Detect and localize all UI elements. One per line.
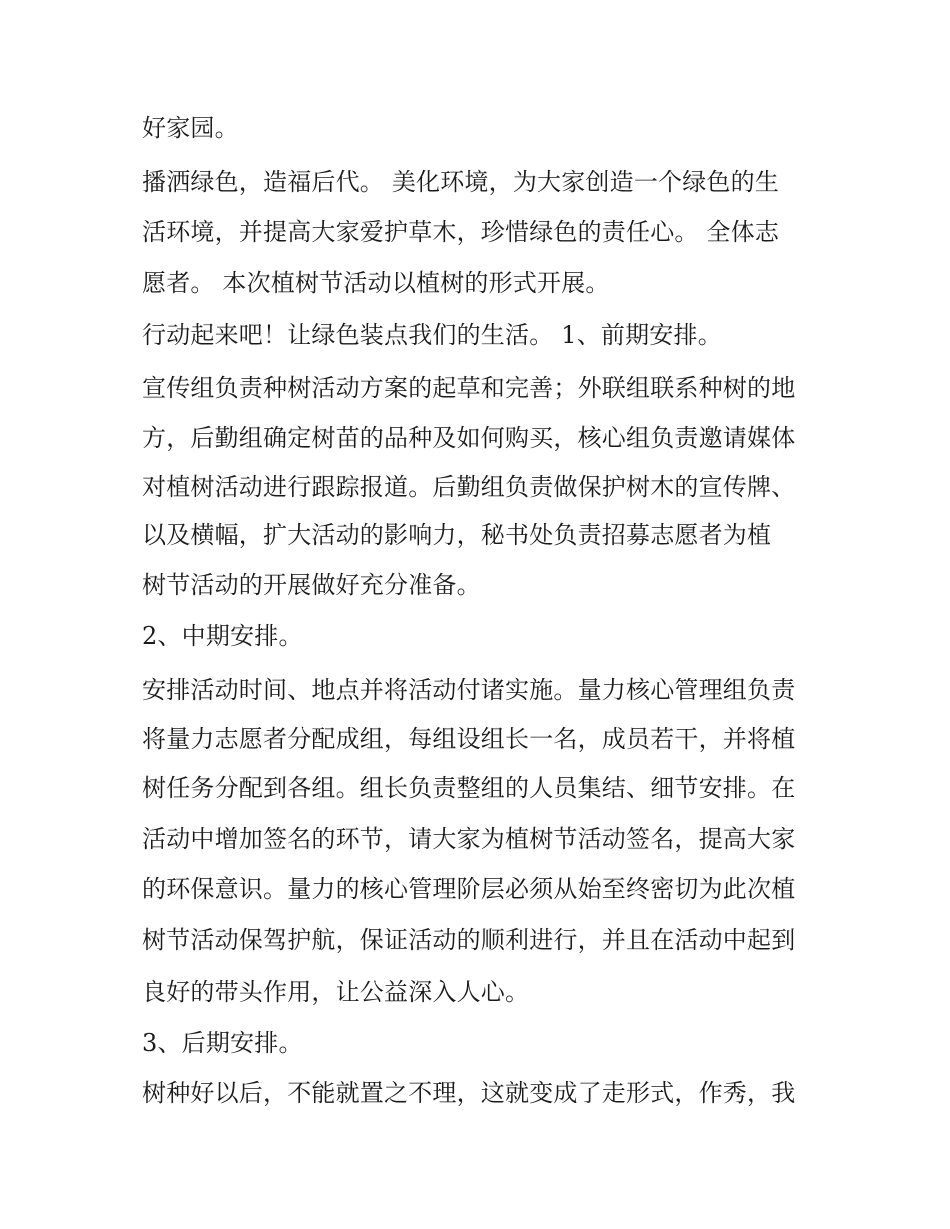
- text-line: 行动起来吧！让绿色装点我们的生活。 1、前期安排。: [142, 321, 722, 349]
- text-line: 活环境，并提高大家爱护草木，珍惜绿色的责任心。 全体志: [142, 218, 780, 246]
- text-line: 3、后期安排。: [142, 1029, 303, 1057]
- text-line: 播洒绿色，造福后代。 美化环境，为大家创造一个绿色的生: [142, 168, 780, 196]
- text-line: 活动中增加签名的环节，请大家为植树节活动签名，提高大家: [142, 825, 796, 853]
- text-line: 树节活动的开展做好充分准备。: [142, 571, 481, 599]
- text-line: 方，后勤组确定树苗的品种及如何购买，核心组负责邀请媒体: [142, 424, 796, 452]
- text-line: 树种好以后，不能就置之不理，这就变成了走形式，作秀，我: [142, 1079, 796, 1107]
- text-line: 宣传组负责种树活动方案的起草和完善；外联组联系种树的地: [142, 374, 796, 402]
- text-line: 2、中期安排。: [142, 622, 303, 650]
- text-line: 树任务分配到各组。组长负责整组的人员集结、细节安排。在: [142, 774, 796, 802]
- text-line: 安排活动时间、地点并将活动付诸实施。量力核心管理组负责: [142, 676, 796, 704]
- text-line: 良好的带头作用，让公益深入人心。: [142, 978, 530, 1006]
- text-line: 将量力志愿者分配成组，每组设组长一名，成员若干，并将植: [142, 725, 796, 753]
- text-line: 以及横幅，扩大活动的影响力，秘书处负责招募志愿者为植: [142, 521, 772, 549]
- text-line: 对植树活动进行跟踪报道。后勤组负责做保护树木的宣传牌、: [142, 473, 796, 501]
- text-line: 的环保意识。量力的核心管理阶层必须从始至终密切为此次植: [142, 875, 796, 903]
- text-line: 好家园。: [142, 114, 239, 142]
- text-line: 愿者。 本次植树节活动以植树的形式开展。: [142, 269, 610, 297]
- text-line: 树节活动保驾护航，保证活动的顺利进行，并且在活动中起到: [142, 926, 796, 954]
